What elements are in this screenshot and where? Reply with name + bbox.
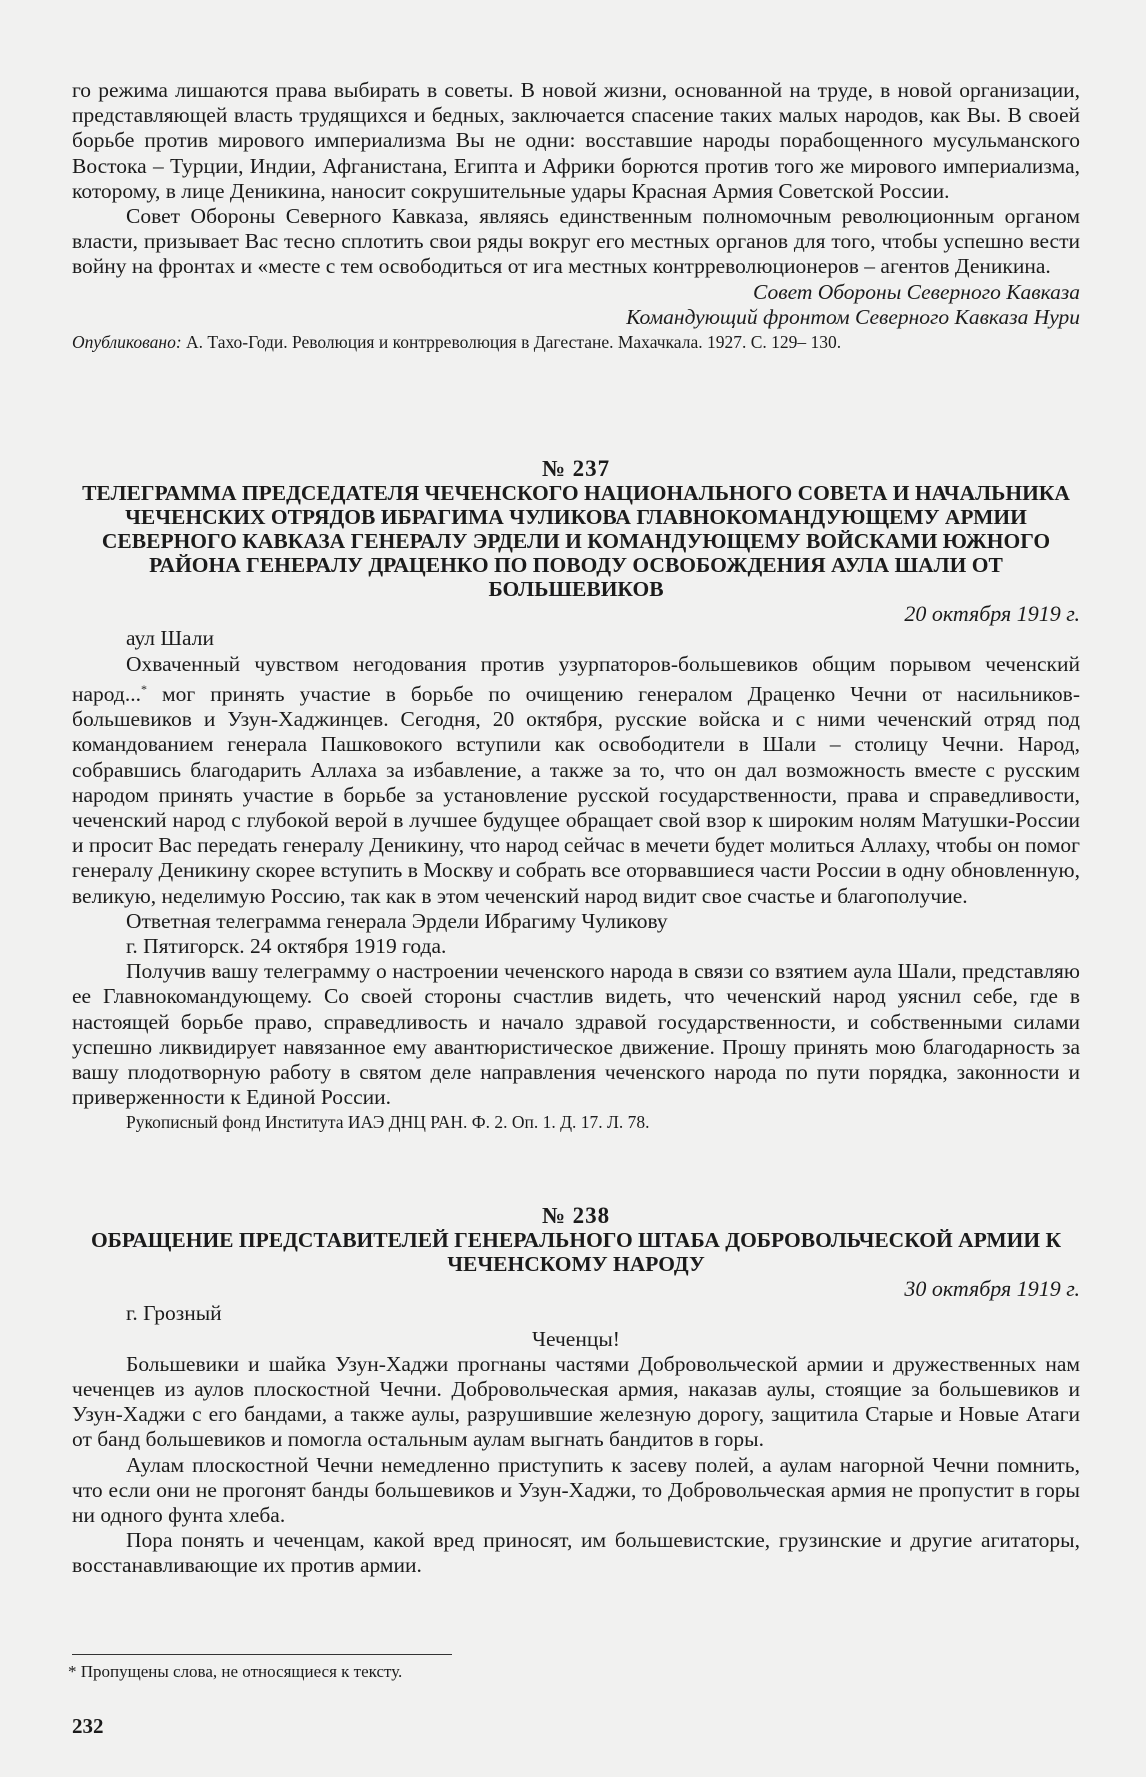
document-title: ОБРАЩЕНИЕ ПРЕДСТАВИТЕЛЕЙ ГЕНЕРАЛЬНОГО ШТАБА ДОБРОВОЛЬЧЕСКОЙ АРМИИ К ЧЕЧЕНСКОМУ НАРОДУ bbox=[90, 1228, 1062, 1277]
reply-place: г. Пятигорск. 24 октября 1919 года. bbox=[126, 934, 447, 958]
publication-note bbox=[72, 330, 1080, 355]
footnote-mark: * bbox=[68, 1662, 77, 1681]
publication-text: А. Тахо-Годи. Революция и контрреволюция в Дагестане. Махачкала. 1927. С. 129– 130. bbox=[181, 332, 842, 353]
paragraph: Пора понять и чеченцам, какой вред приносят, им большевистские, грузинские и другие агитаторы, восстанавливающие их против армии. bbox=[72, 1528, 1080, 1578]
document-date: 30 октября 1919 г. bbox=[904, 1276, 1080, 1302]
document-number: № 238 bbox=[541, 1203, 611, 1228]
telegram-text bbox=[72, 652, 1080, 909]
document-date: 20 октября 1919 г. bbox=[904, 601, 1080, 627]
telegram-text-b: мог принять участие в борьбе по очищению генералом Драценко Чечни от насильников-большевиков и Узун-Хаджинцев. Сегодня, 20 октября, русские войска и с ними чеченский отряд под командованием генерала Пашковокого вступили как освободители в Шали – столицу Чечни. Народ, собравшись благодарить Аллаха за избавление, а также за то, что он дал возможность вместе с русским народом принять участие в борьбе за установление русской государственности, права и справедливости, чеченский народ с глубокой верой в лучшее будущее обращает свой взор к широким нолям Матушки-России и просит Вас передать генералу Деникину, что народ сейчас в мечети будет молиться Аллаху, чтобы он помог генералу Деникину скорее вступить в Москву и собрать все оторвавшиеся части России в одну обновленную, великую, неделимую Россию, так как в этом чеченский народ видит свое счастье и благополучие. bbox=[72, 681, 1080, 908]
document-place: г. Грозный bbox=[126, 1301, 222, 1326]
footnote-divider bbox=[72, 1654, 452, 1655]
footnote-text: Пропущены слова, не относящиеся к тексту. bbox=[76, 1662, 403, 1681]
document-place: аул Шали bbox=[126, 626, 215, 651]
page-number: 232 bbox=[72, 1714, 104, 1738]
footnote bbox=[68, 1662, 402, 1682]
reply-title: Ответная телеграмма генерала Эрдели Ибрагиму Чуликову bbox=[126, 908, 668, 933]
footnote-marker: * bbox=[141, 681, 147, 696]
document-237 bbox=[72, 456, 1080, 1136]
document-number: № 237 bbox=[541, 456, 611, 481]
paragraph: Аулам плоскостной Чечни немедленно приступить к засеву полей, а аулам нагорной Чечни помнить, что если они не прогонят банды большевиков и Узун-Хаджи, то Добровольческая армия не пропустит в горы ни одного фунта хлеба. bbox=[72, 1452, 1080, 1528]
document-title: ТЕЛЕГРАММА ПРЕДСЕДАТЕЛЯ ЧЕЧЕНСКОГО НАЦИОНАЛЬНОГО СОВЕТА И НАЧАЛЬНИКА ЧЕЧЕНСКИХ ОТРЯДОВ ИБРАГИМА ЧУЛИКОВА ГЛАВНОКОМАНДУЮЩЕМУ АРМИИ СЕВЕРНОГО КАВКАЗА ГЕНЕРАЛУ ЭРДЕЛИ И КОМАНДУЮЩЕМУ ВОЙСКАМИ ЮЖНОГО РАЙОНА ГЕНЕРАЛУ ДРАЦЕНКО ПО ПОВОДУ ОСВОБОЖДЕНИЯ АУЛА ШАЛИ ОТ БОЛЬШЕВИКОВ bbox=[82, 481, 1070, 602]
continuation-block bbox=[72, 78, 1080, 355]
signature-commander: Командующий фронтом Северного Кавказа Нури bbox=[626, 304, 1080, 329]
archive-source: Рукописный фонд Института ИАЭ ДНЦ РАН. Ф. 2. Оп. 1. Д. 17. Л. 78. bbox=[126, 1112, 650, 1133]
salutation: Чеченцы! bbox=[532, 1326, 620, 1351]
telegram-text-a: Охваченный чувством негодования против узурпаторов-большевиков общим порывом чеченский народ... bbox=[72, 651, 1080, 706]
document-238 bbox=[72, 1203, 1080, 1579]
signature-council: Совет Обороны Северного Кавказа bbox=[753, 279, 1080, 304]
paragraph: го режима лишаются права выбирать в советы. В новой жизни, основанной на труде, в новой организации, представляющей власть трудящихся и бедных, заключается спасение таких малых народов, как Вы. В своей борьбе против мирового империализма Вы не одни: восставшие народы порабощенного мусульманского Востока – Турции, Индии, Афганистана, Египта и Африки борются против того же мирового империализма, которому, в лице Деникина, наносит сокрушительные удары Красная Армия Советской России. bbox=[72, 78, 1080, 203]
reply-text: Получив вашу телеграмму о настроении чеченского народа в связи со взятием аула Шали, представляю ее Главнокомандующему. Со своей стороны счастлив видеть, что чеченский народ уяснил себе, где в настоящей борьбе право, справедливость и начало здравой государственности, и собственными силами успешно ликвидирует навязанное ему авантюристическое движение. Прошу принять мою благодарность за вашу плодотворную работу в святом деле направления чеченского народа по пути порядка, законности и приверженности к Единой России. bbox=[72, 959, 1080, 1110]
publication-label: Опубликовано: bbox=[72, 332, 182, 353]
paragraph: Большевики и шайка Узун-Хаджи прогнаны частями Добровольческой армии и дружественных нам чеченцев из аулов плоскостной Чечни. Добровольческая армия, наказав аулы, стоящие за большевиков и Узун-Хаджи с его бандами, а также аулы, разрушившие железную дорогу, защитила Старые и Новые Атаги от банд большевиков и помогла остальным аулам выгнать бандитов в горы. bbox=[72, 1351, 1080, 1452]
paragraph: Совет Обороны Северного Кавказа, являясь единственным полномочным революционным органом власти, призывает Вас тесно сплотить свои ряды вокруг его местных органов для того, чтобы успешно вести войну на фронтах и «месте с тем освободиться от ига местных контрреволюционеров – агентов Деникина. bbox=[72, 204, 1080, 279]
